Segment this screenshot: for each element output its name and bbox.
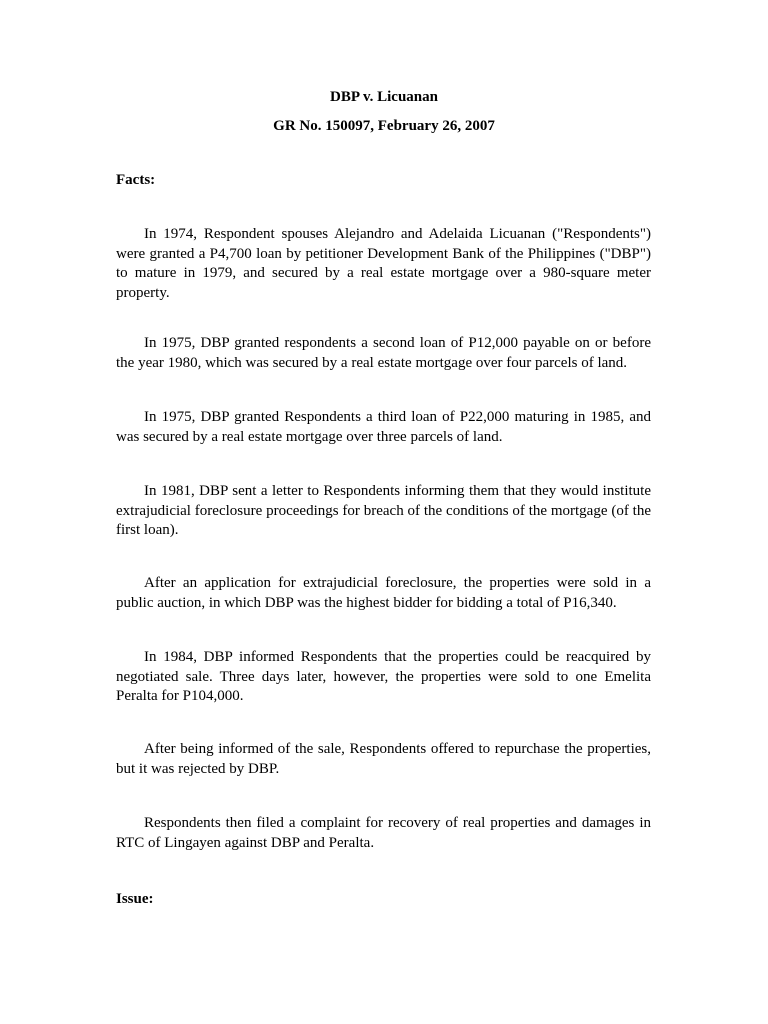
paragraph: After being informed of the sale, Respondents offered to repurchase the properties, but it was rejected by DBP.: [116, 741, 651, 777]
case-citation: GR No. 150097, February 26, 2007: [273, 118, 495, 134]
paragraph: In 1975, DBP granted Respondents a third loan of P22,000 maturing in 1985, and was secured by a real estate mortgage over three parcels of land.: [116, 409, 651, 445]
paragraph: In 1981, DBP sent a letter to Respondents informing them that they would institute extrajudicial foreclosure proceedings for breach of the conditions of the mortgage (of the first loan).: [116, 483, 651, 538]
case-title: DBP v. Licuanan: [330, 89, 438, 105]
paragraph: In 1974, Respondent spouses Alejandro and Adelaida Licuanan ("Respondents") were granted a P4,700 loan by petitioner Development Bank of the Philippines ("DBP") to mature in 1979, and secured by a real estate mortgage over a 980-square meter property.: [116, 226, 651, 301]
paragraph: In 1975, DBP granted respondents a second loan of P12,000 payable on or before the year 1980, which was secured by a real estate mortgage over four parcels of land.: [116, 335, 651, 371]
issue-heading: Issue:: [116, 891, 154, 907]
paragraph: In 1984, DBP informed Respondents that the properties could be reacquired by negotiated sale. Three days later, however, the properties were sold to one Emelita Peralta for P104,000.: [116, 649, 651, 704]
paragraph: After an application for extrajudicial foreclosure, the properties were sold in a public auction, in which DBP was the highest bidder for bidding a total of P16,340.: [116, 575, 651, 611]
paragraph: Respondents then filed a complaint for recovery of real properties and damages in RTC of Lingayen against DBP and Peralta.: [116, 815, 651, 851]
facts-heading: Facts:: [116, 172, 156, 188]
